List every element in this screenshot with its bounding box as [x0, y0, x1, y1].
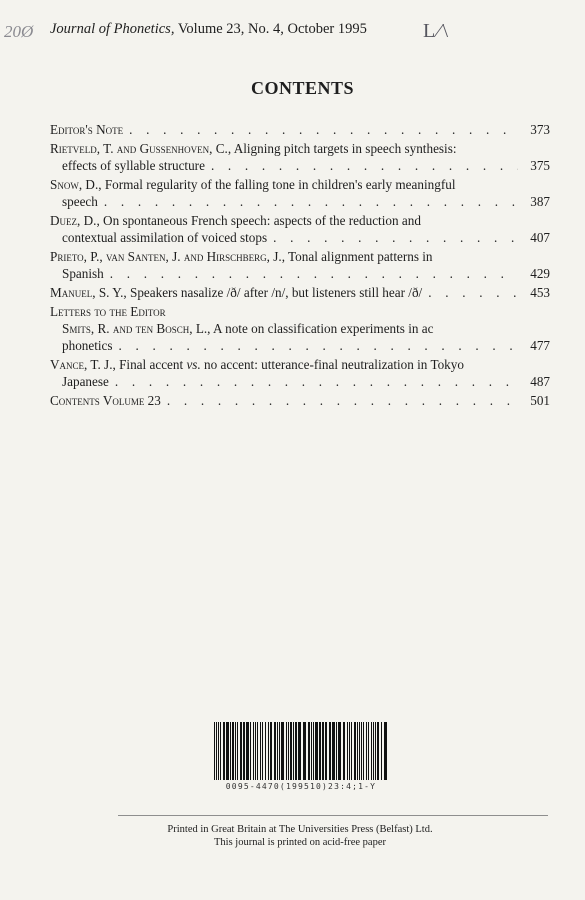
printer-line-2: This journal is printed on acid-free paper — [213, 837, 387, 848]
toc-rest: T. J., Final accent — [87, 357, 187, 372]
toc-rest: P., — [86, 249, 107, 264]
toc-line — [50, 356, 550, 373]
barcode-bar — [257, 722, 258, 780]
toc-text — [62, 320, 434, 337]
toc-ital: vs. — [186, 357, 201, 372]
page-number: 429 — [530, 266, 550, 281]
toc-text — [50, 303, 166, 320]
toc-text — [62, 157, 205, 174]
toc-sc: Manuel, — [50, 285, 96, 300]
page-number: 373 — [530, 122, 550, 137]
footer-rule — [118, 815, 548, 816]
table-of-contents — [50, 121, 550, 411]
toc-sc: Editor's Note — [50, 122, 124, 137]
toc-entry-letters — [50, 303, 550, 354]
toc-rest: D., Formal regularity of the falling tone in children's early meaningful — [82, 177, 456, 192]
toc-rest2: no accent: utterance-final neutralization in Tokyo — [200, 357, 464, 372]
toc-rest: effects of syllable structure — [62, 158, 205, 173]
barcode-bar — [240, 722, 242, 780]
toc-rest: R. — [94, 321, 113, 336]
toc-line — [50, 193, 550, 210]
toc-text — [62, 337, 113, 354]
toc-sc3: and Hirschberg, — [183, 249, 270, 264]
barcode-bar — [315, 722, 318, 780]
toc-line — [50, 265, 550, 282]
toc-text — [50, 176, 455, 193]
toc-line — [50, 320, 550, 337]
barcode-bar — [288, 722, 289, 780]
barcode-bar — [371, 722, 372, 780]
barcode-bar — [322, 722, 324, 780]
toc-entry-editors — [50, 121, 550, 138]
toc-line — [50, 176, 550, 193]
toc-rest: Japanese — [62, 374, 109, 389]
toc-text — [62, 193, 98, 210]
page-number: 387 — [530, 194, 550, 209]
toc-sc: Vance, — [50, 357, 88, 372]
barcode-bar — [274, 722, 276, 780]
barcode-number: 0095-4470(199510)23:4;1-Y — [225, 782, 377, 791]
barcode-bar — [237, 722, 238, 780]
toc-line — [50, 392, 550, 409]
toc-line — [50, 248, 550, 265]
toc-sc: Snow, — [50, 177, 83, 192]
barcode-bar — [226, 722, 229, 780]
barcode-bar — [293, 722, 294, 780]
barcode-bar — [255, 722, 256, 780]
toc-text — [62, 229, 267, 246]
leader-dots — [428, 284, 518, 301]
leader-dots — [119, 337, 518, 354]
barcode-bar — [354, 722, 356, 780]
barcode-bar — [313, 722, 314, 780]
toc-rest: C., Aligning pitch targets in speech synthesis: — [212, 141, 457, 156]
toc-sc2: and ten Bosch, — [112, 321, 193, 336]
journal-issue: Volume 23, No. 4, October 1995 — [177, 21, 367, 37]
barcode-bar — [384, 722, 387, 780]
barcode-bar — [262, 722, 263, 780]
barcode-bar — [308, 722, 310, 780]
toc-line — [50, 303, 550, 320]
barcode-bar — [290, 722, 292, 780]
toc-text — [50, 356, 464, 373]
toc-sc: Smits, — [62, 321, 95, 336]
barcode-bar — [325, 722, 327, 780]
toc-entry-vance — [50, 356, 550, 390]
toc-rest: Spanish — [62, 266, 104, 281]
barcode-bar — [214, 722, 215, 780]
barcode-bar — [243, 722, 245, 780]
barcode-bar — [375, 722, 376, 780]
barcode-bar — [359, 722, 360, 780]
barcode-bar — [336, 722, 337, 780]
barcode-bar — [230, 722, 231, 780]
barcode-bar — [377, 722, 379, 780]
leader-dots — [211, 157, 518, 174]
toc-entry-duez — [50, 212, 550, 246]
page-number: 477 — [530, 338, 550, 353]
page-number: 487 — [530, 374, 550, 389]
page-title: CONTENTS — [250, 78, 355, 98]
page-number: 453 — [530, 285, 550, 300]
barcode-bar — [286, 722, 287, 780]
barcode-bar — [298, 722, 301, 780]
toc-sc: Rietveld, T. and Gussenhoven, — [50, 141, 213, 156]
leader-dots — [129, 121, 518, 138]
barcode-bars — [212, 722, 390, 780]
leader-dots — [273, 229, 518, 246]
barcode-bar — [260, 722, 261, 780]
barcode — [212, 722, 390, 791]
leader-dots — [104, 193, 518, 210]
toc-text — [50, 248, 433, 265]
barcode-bar — [270, 722, 272, 780]
leader-dots — [167, 392, 518, 409]
barcode-bar — [253, 722, 254, 780]
barcode-bar — [232, 722, 234, 780]
toc-sc2: van Santen, — [106, 249, 169, 264]
toc-entry-contents23 — [50, 392, 550, 409]
barcode-bar — [357, 722, 358, 780]
toc-line — [50, 373, 550, 390]
barcode-bar — [332, 722, 335, 780]
toc-sc: Duez, — [50, 213, 81, 228]
toc-line — [50, 229, 550, 246]
toc-rest: D., On spontaneous French speech: aspects of the reduction and — [80, 213, 421, 228]
toc-entry-snow — [50, 176, 550, 210]
printer-line-1: Printed in Great Britain at The Universities Press (Belfast) Ltd. — [167, 824, 433, 835]
barcode-bar — [373, 722, 374, 780]
barcode-bar — [218, 722, 219, 780]
leader-dots — [115, 373, 518, 390]
toc-text — [50, 212, 421, 229]
barcode-bar — [295, 722, 297, 780]
toc-text — [50, 140, 457, 157]
barcode-bar — [338, 722, 341, 780]
toc-sc: Letters to the Editor — [50, 304, 166, 319]
barcode-bar — [319, 722, 321, 780]
barcode-bar — [351, 722, 352, 780]
toc-text — [50, 392, 161, 409]
barcode-bar — [343, 722, 345, 780]
barcode-bar — [381, 722, 382, 780]
leader-dots — [110, 265, 518, 282]
toc-text — [62, 265, 104, 282]
handwritten-mark: L⁄\ — [423, 20, 451, 42]
barcode-bar — [311, 722, 312, 780]
journal-header — [50, 21, 367, 38]
toc-line — [50, 121, 550, 138]
toc-rest2: L., A note on classification experiments in ac — [192, 321, 434, 336]
barcode-bar — [223, 722, 225, 780]
barcode-bar — [368, 722, 369, 780]
toc-line — [50, 212, 550, 229]
barcode-bar — [220, 722, 221, 780]
barcode-bar — [268, 722, 269, 780]
page-number: 407 — [530, 230, 550, 245]
barcode-bar — [349, 722, 350, 780]
toc-entry-prieto — [50, 248, 550, 282]
journal-title: Journal of Phonetics, — [50, 21, 175, 37]
barcode-bar — [361, 722, 362, 780]
barcode-bar — [279, 722, 280, 780]
margin-annotation: 20Ø — [4, 22, 34, 41]
toc-sc: Prieto, — [50, 249, 87, 264]
barcode-bar — [366, 722, 367, 780]
barcode-bar — [363, 722, 364, 780]
toc-line — [50, 284, 550, 301]
toc-text — [62, 373, 109, 390]
toc-text — [50, 284, 422, 301]
toc-entry-rietveld — [50, 140, 550, 174]
barcode-bar — [347, 722, 348, 780]
barcode-bar — [281, 722, 284, 780]
toc-rest: phonetics — [62, 338, 113, 353]
toc-rest: S. Y., Speakers nasalize /ð/ after /n/, but listeners still hear /ð/ — [95, 285, 423, 300]
toc-sc: Contents Volume 23 — [50, 393, 161, 408]
printer-note — [0, 823, 585, 849]
barcode-bar — [329, 722, 331, 780]
toc-entry-manuel — [50, 284, 550, 301]
barcode-bar — [235, 722, 236, 780]
toc-line — [50, 157, 550, 174]
toc-rest2: J. — [168, 249, 184, 264]
barcode-bar — [246, 722, 249, 780]
toc-rest: speech — [62, 194, 98, 209]
barcode-bar — [216, 722, 217, 780]
toc-line — [50, 337, 550, 354]
barcode-bar — [250, 722, 251, 780]
toc-text — [50, 121, 123, 138]
toc-rest3: J., Tonal alignment patterns in — [269, 249, 433, 264]
barcode-bar — [277, 722, 278, 780]
toc-rest: contextual assimilation of voiced stops — [62, 230, 268, 245]
barcode-bar — [265, 722, 266, 780]
barcode-bar — [303, 722, 306, 780]
page-number: 501 — [530, 393, 550, 408]
page-number: 375 — [530, 158, 550, 173]
toc-line — [50, 140, 550, 157]
